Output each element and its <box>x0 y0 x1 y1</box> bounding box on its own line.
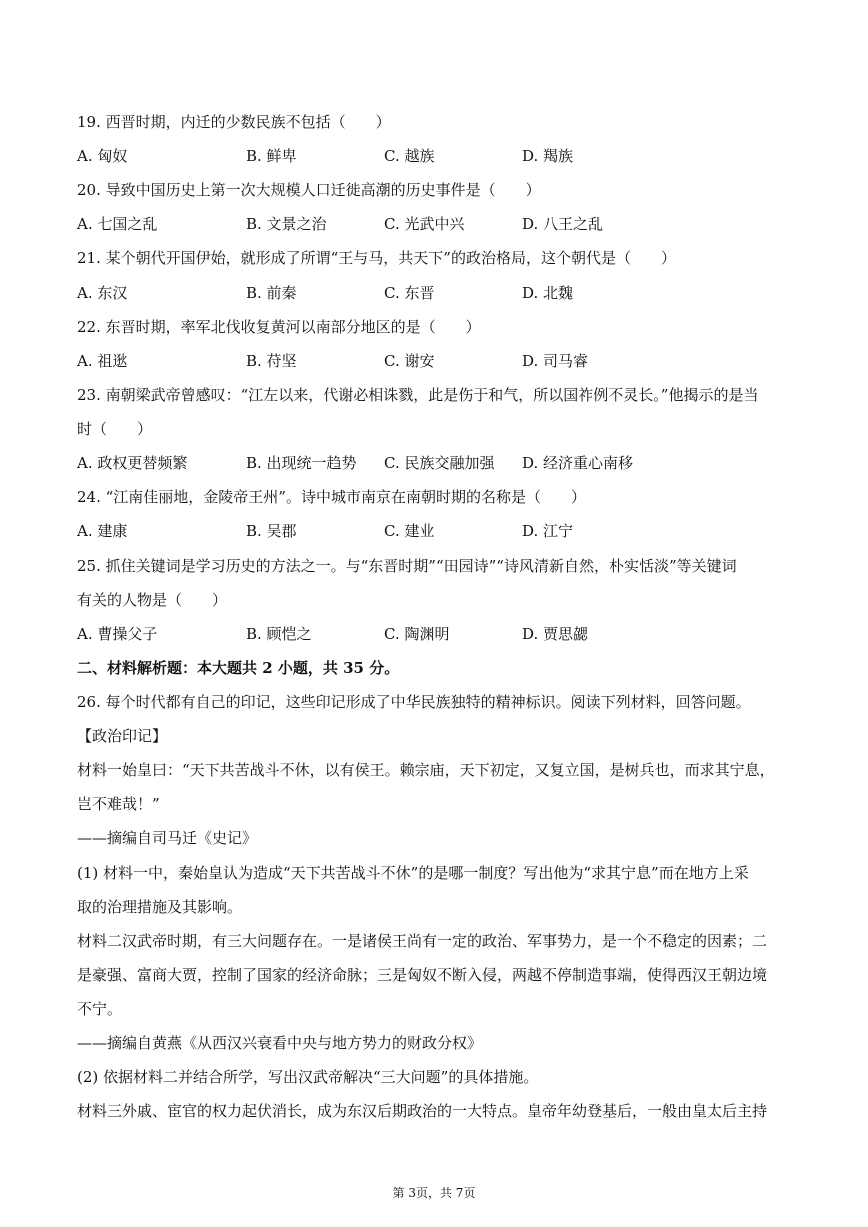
q19-option-a: A. 匈奴 <box>77 147 128 165</box>
q19-option-c: C. 越族 <box>384 147 435 165</box>
q25-option-d: D. 贾思勰 <box>522 625 589 643</box>
q19-option-d: D. 羯族 <box>522 147 574 165</box>
question-21-stem: 21. 某个朝代开国伊始，就形成了所谓“王与马，共天下”的政治格局，这个朝代是（ ） <box>77 249 676 267</box>
q22-option-a: A. 祖逖 <box>77 352 128 370</box>
q20-option-a: A. 七国之乱 <box>77 215 158 233</box>
question-26-stem: 26. 每个时代都有自己的印记，这些印记形成了中华民族独特的精神标识。阅读下列材料，回答问题。 <box>77 693 751 711</box>
q24-option-c: C. 建业 <box>384 522 435 540</box>
q21-option-a: A. 东汉 <box>77 284 128 302</box>
q22-option-b: B. 苻坚 <box>246 352 297 370</box>
question-19-stem: 19. 西晋时期，内迁的少数民族不包括（ ） <box>77 113 391 131</box>
q21-option-c: C. 东晋 <box>384 284 435 302</box>
sub-question-1-line-2: 取的治理措施及其影响。 <box>77 898 243 916</box>
sub-question-1-line-1: (1) 材料一中，秦始皇认为造成“天下共苦战斗不休”的是哪一制度？写出他为“求其宁息”而在地方上采 <box>77 864 749 882</box>
q24-option-d: D. 江宁 <box>522 522 574 540</box>
q23-option-b: B. 出现统一趋势 <box>246 454 357 472</box>
q25-option-c: C. 陶渊明 <box>384 625 450 643</box>
q24-option-a: A. 建康 <box>77 522 128 540</box>
material-2-line-2: 是豪强、富商大贾，控制了国家的经济命脉；三是匈奴不断入侵，两越不停制造事端，使得西汉王朝边境 <box>77 966 768 984</box>
material-2-source: ——摘编自黄燕《从西汉兴衰看中央与地方势力的财政分权》 <box>77 1034 483 1052</box>
question-23-stem-cont: 时（ ） <box>77 420 153 438</box>
question-25-stem-cont: 有关的人物是（ ） <box>77 591 228 609</box>
q23-option-a: A. 政权更替频繁 <box>77 454 188 472</box>
q25-option-a: A. 曹操父子 <box>77 625 158 643</box>
q20-option-d: D. 八王之乱 <box>522 215 604 233</box>
question-24-stem: 24. “江南佳丽地，金陵帝王州”。诗中城市南京在南朝时期的名称是（ ） <box>77 488 586 506</box>
section-title: 二、材料解析题：本大题共 2 小题，共 35 分。 <box>77 659 400 677</box>
material-3-line-1: 材料三外戚、宦官的权力起伏消长，成为东汉后期政治的一大特点。皇帝年幼登基后，一般由皇太后主持 <box>77 1102 768 1120</box>
q19-option-b: B. 鲜卑 <box>246 147 297 165</box>
question-23-stem: 23. 南朝梁武帝曾感叹：“江左以来，代谢必相诛戮，此是伤于和气，所以国祚例不灵长。”他揭示的是当 <box>77 386 759 404</box>
section-heading-politics: 【政治印记】 <box>77 727 168 745</box>
question-22-stem: 22. 东晋时期，率军北伐收复黄河以南部分地区的是（ ） <box>77 318 481 336</box>
question-25-stem: 25. 抓住关键词是学习历史的方法之一。与“东晋时期”“田园诗”“诗风清新自然，朴实恬淡”等关键词 <box>77 557 737 575</box>
q20-option-b: B. 文景之治 <box>246 215 327 233</box>
q22-option-c: C. 谢安 <box>384 352 435 370</box>
sub-question-2: (2) 依据材料二并结合所学，写出汉武帝解决“三大问题”的具体措施。 <box>77 1068 539 1086</box>
question-20-stem: 20. 导致中国历史上第一次大规模人口迁徙高潮的历史事件是（ ） <box>77 181 541 199</box>
material-2-line-1: 材料二汉武帝时期，有三大问题存在。一是诸侯王尚有一定的政治、军事势力，是一个不稳定的因素；二 <box>77 932 768 950</box>
q25-option-b: B. 顾恺之 <box>246 625 312 643</box>
page-footer: 第 3页，共 7页 <box>392 1186 476 1200</box>
q21-option-b: B. 前秦 <box>246 284 297 302</box>
q22-option-d: D. 司马睿 <box>522 352 589 370</box>
material-1-line-1: 材料一始皇曰：“天下共苦战斗不休，以有侯王。赖宗庙，天下初定，又复立国，是树兵也，而求其宁息， <box>77 761 775 779</box>
q20-option-c: C. 光武中兴 <box>384 215 465 233</box>
q23-option-d: D. 经济重心南移 <box>522 454 634 472</box>
q24-option-b: B. 吴郡 <box>246 522 297 540</box>
material-1-source: ——摘编自司马迁《史记》 <box>77 829 258 847</box>
q23-option-c: C. 民族交融加强 <box>384 454 495 472</box>
material-2-line-3: 不宁。 <box>77 1000 123 1018</box>
q21-option-d: D. 北魏 <box>522 284 574 302</box>
material-1-line-2: 岂不难哉！” <box>77 795 160 813</box>
